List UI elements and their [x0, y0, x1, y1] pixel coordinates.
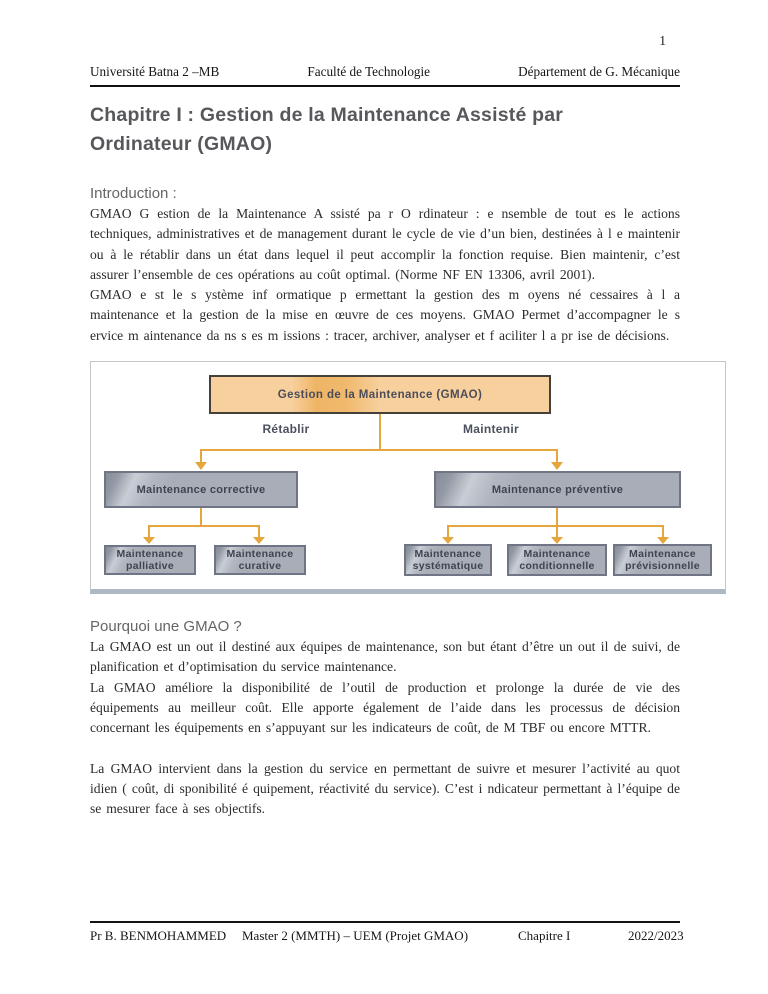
pourquoi-paragraph-3: La GMAO intervient dans la gestion du service en permettant de suivre et mesurer l’activité au quot idien ( coût, di sponibilité é quipement, réactivité du service). C’est i ndicateur permettant à l’équipe de se mesurer face à ses objectifs. [90, 760, 680, 817]
gmao-maintenance-diagram [90, 361, 726, 594]
node-maintenance-previsionnelle: Maintenance prévisionnelle [613, 544, 712, 576]
pourquoi-paragraph-1: La GMAO est un out il destiné aux équipes de maintenance, son but étant d’être un out il de suivi, de planification et d’optimisation du service maintenance. [90, 639, 680, 675]
intro-paragraph-2: GMAO e st le s ystème inf ormatique p ermettant la gestion des m oyens né cessaires à l a maintenance et la gestion de la mise en œuvre de ces moyens. GMAO Permet d’accompagner le s ervice m aintenance da ns s es m issions : tracer, archiver, analyser et f aciliter l a pr ise de décisions. [90, 287, 680, 343]
footer-chapter: Chapitre I [518, 928, 571, 943]
node-maintenance-palliative: Maintenance palliative [104, 545, 196, 575]
branch-label-maintenir: Maintenir [462, 422, 520, 437]
document-footer [90, 921, 684, 944]
pourquoi-heading: Pourquoi une GMAO ? [90, 618, 242, 636]
diagram-root-node: Gestion de la Maintenance (GMAO) [209, 375, 551, 414]
header-university: Université Batna 2 –MB [90, 64, 220, 79]
node-maintenance-curative: Maintenance curative [214, 545, 306, 575]
document-header [90, 0, 680, 87]
header-department: Département de G. Mécanique [518, 64, 680, 79]
introduction-heading: Introduction : [90, 185, 177, 202]
header-faculty: Faculté de Technologie [307, 64, 431, 79]
node-maintenance-conditionnelle: Maintenance conditionnelle [507, 544, 607, 576]
footer-author: Pr B. BENMOHAMMED [90, 928, 227, 943]
footer-year: 2022/2023 [628, 928, 684, 943]
node-maintenance-corrective: Maintenance corrective [104, 471, 298, 508]
chapter-title: Chapitre I : Gestion de la Maintenance Assisté par Ordinateur (GMAO) [90, 104, 564, 155]
node-maintenance-systematique: Maintenance systématique [404, 544, 492, 576]
pourquoi-paragraph-2: La GMAO améliore la disponibilité de l’outil de production et prolonge la durée de vie des équipements au meilleur coût. Elle apporte également de l’aide dans les processus de décision concernant les équipements en s’appuyant sur les indicateurs de coût, de M TBF ou encore MTTR. [90, 679, 680, 736]
branch-label-retablir: Rétablir [262, 422, 310, 437]
node-maintenance-preventive: Maintenance préventive [434, 471, 681, 508]
footer-course: Master 2 (MMTH) – UEM (Projet GMAO) [242, 928, 469, 943]
page-number: 1 [659, 33, 666, 48]
intro-paragraph-1: GMAO G estion de la Maintenance A ssisté pa r O rdinateur : e nsemble de tout es le actions techniques, administratives et de management durant le cycle de vie d’un bien, destinées à l e maintenir ou à le rétablir dans un état dans lequel il peut accomplir la fonction requise. Bien maintenir, c’est assurer l’ensemble de ces opérations au coût optimal. (Norme NF EN 13306, avril 2001). [90, 206, 680, 282]
